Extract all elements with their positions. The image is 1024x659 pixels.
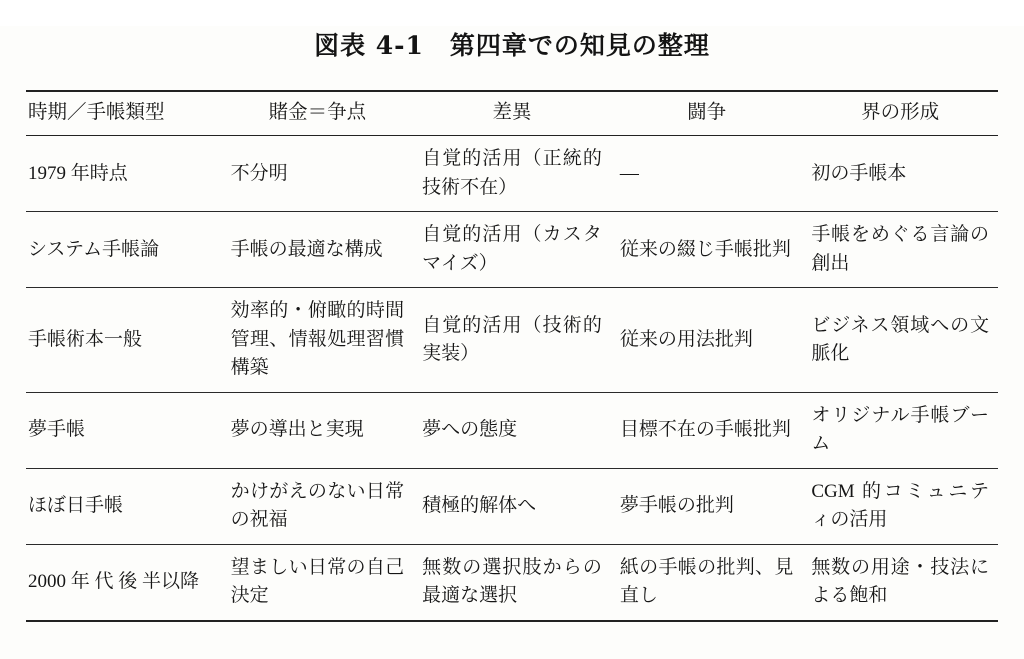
cell-struggle: 従来の綴じ手帳批判 [611, 212, 803, 288]
table-row [26, 392, 998, 468]
cell-field: 無数の用途・技法による飽和 [802, 544, 998, 621]
cell-struggle: 目標不在の手帳批判 [611, 392, 803, 468]
cell-struggle: 従来の用法批判 [611, 288, 803, 393]
column-header-stake: 賭金＝争点 [222, 91, 414, 136]
table-row [26, 468, 998, 544]
cell-period: 1979 年時点 [26, 136, 222, 212]
cell-stake: 手帳の最適な構成 [222, 212, 414, 288]
table-row [26, 212, 998, 288]
document-page [0, 26, 1024, 659]
figure-table [26, 90, 998, 622]
cell-field: ビジネス領域への文脈化 [802, 288, 998, 393]
cell-difference: 自覚的活用（正統的技術不在） [413, 136, 611, 212]
table-row [26, 288, 998, 393]
cell-struggle: — [611, 136, 803, 212]
cell-period: 夢手帳 [26, 392, 222, 468]
cell-period: ほぼ日手帳 [26, 468, 222, 544]
cell-difference: 夢への態度 [413, 392, 611, 468]
table-body [26, 136, 998, 621]
cell-stake: 夢の導出と実現 [222, 392, 414, 468]
table-row [26, 544, 998, 621]
column-header-struggle: 闘争 [611, 91, 803, 136]
cell-field: オリジナル手帳ブーム [802, 392, 998, 468]
cell-period: 手帳術本一般 [26, 288, 222, 393]
cell-field: 手帳をめぐる言論の創出 [802, 212, 998, 288]
page-title: 図表 4-1 第四章での知見の整理 [314, 31, 710, 60]
table-header-row [26, 91, 998, 136]
cell-stake: かけがえのない日常の祝福 [222, 468, 414, 544]
table-row [26, 136, 998, 212]
column-header-difference: 差異 [413, 91, 611, 136]
cell-struggle: 紙の手帳の批判、見直し [611, 544, 803, 621]
cell-stake: 効率的・俯瞰的時間管理、情報処理習慣構築 [222, 288, 414, 393]
cell-difference: 自覚的活用（技術的実装） [413, 288, 611, 393]
column-header-period: 時期／手帳類型 [26, 91, 222, 136]
cell-period: システム手帳論 [26, 212, 222, 288]
cell-field: 初の手帳本 [802, 136, 998, 212]
cell-period: 2000 年 代 後 半以降 [26, 544, 222, 621]
figure-table-wrapper [26, 90, 998, 622]
cell-field: CGM 的コミュニティの活用 [802, 468, 998, 544]
table-header [26, 91, 998, 136]
cell-stake: 望ましい日常の自己決定 [222, 544, 414, 621]
cell-stake: 不分明 [222, 136, 414, 212]
cell-difference: 無数の選択肢からの最適な選択 [413, 544, 611, 621]
cell-struggle: 夢手帳の批判 [611, 468, 803, 544]
cell-difference: 積極的解体へ [413, 468, 611, 544]
column-header-field: 界の形成 [802, 91, 998, 136]
cell-difference: 自覚的活用（カスタマイズ） [413, 212, 611, 288]
